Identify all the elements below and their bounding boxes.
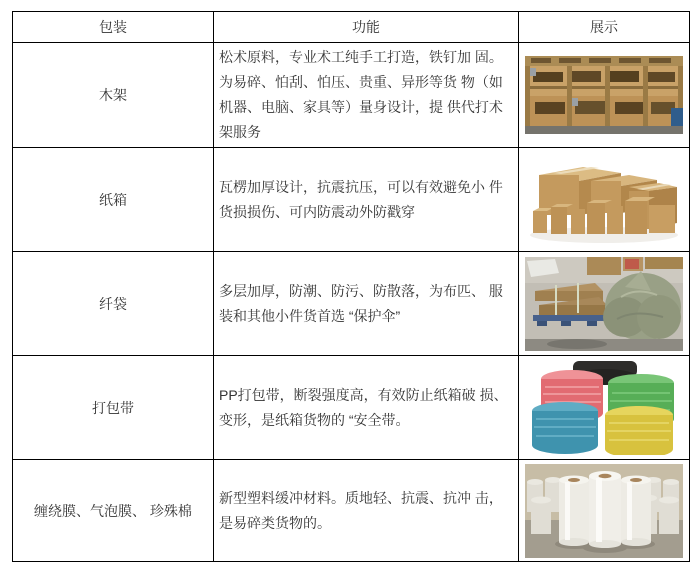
function-stretch-film: 新型塑料缓冲材料。质地轻、抗震、抗冲 击，是易碎类货物的。 <box>214 460 519 562</box>
display-cell-packing-strap <box>519 356 690 460</box>
header-packaging: 包装 <box>13 12 214 43</box>
woven-bags-photo <box>525 257 683 351</box>
function-carton-box: 瓦楞加厚设计，抗震抗压，可以有效避免小 件货损损伤、可内防震动外防戳穿 <box>214 148 519 252</box>
table-row-stretch-film <box>13 460 690 562</box>
display-cell-carton-box <box>519 148 690 252</box>
table-row-fiber-bag <box>13 252 690 356</box>
packaging-table <box>12 11 690 562</box>
display-cell-wooden-frame <box>519 43 690 148</box>
display-cell-stretch-film <box>519 460 690 562</box>
packaging-name-carton-box: 纸箱 <box>13 148 214 252</box>
stretch-film-rolls-photo <box>525 464 683 558</box>
table-row-wooden-frame <box>13 43 690 148</box>
pp-strapping-rolls-photo <box>525 361 683 455</box>
table-row-carton-box <box>13 148 690 252</box>
function-fiber-bag: 多层加厚，防潮、防污、防散落，为布匹、 服装和其他小件货首选 “保护伞” <box>214 252 519 356</box>
header-display: 展示 <box>519 12 690 43</box>
header-function: 功能 <box>214 12 519 43</box>
table-row-packing-strap <box>13 356 690 460</box>
packaging-name-fiber-bag: 纤袋 <box>13 252 214 356</box>
function-packing-strap: PP打包带，断裂强度高，有效防止纸箱破 损、变形，是纸箱货物的 “安全带。 <box>214 356 519 460</box>
wooden-crates-photo <box>525 56 683 134</box>
table-header-row <box>13 12 690 43</box>
carton-boxes-photo <box>525 153 683 247</box>
display-cell-fiber-bag <box>519 252 690 356</box>
packaging-name-wooden-frame: 木架 <box>13 43 214 148</box>
packaging-name-packing-strap: 打包带 <box>13 356 214 460</box>
packaging-name-stretch-film: 缠绕膜、气泡膜、 珍殊棉 <box>13 460 214 562</box>
function-wooden-frame: 松术原料，专业术工纯手工打造，铁钉加 固。为易碎、怕刮、怕压、贵重、异形等货 物（如机器、电脑、家具等）量身设计，提 供代打术架服务 <box>214 43 519 148</box>
